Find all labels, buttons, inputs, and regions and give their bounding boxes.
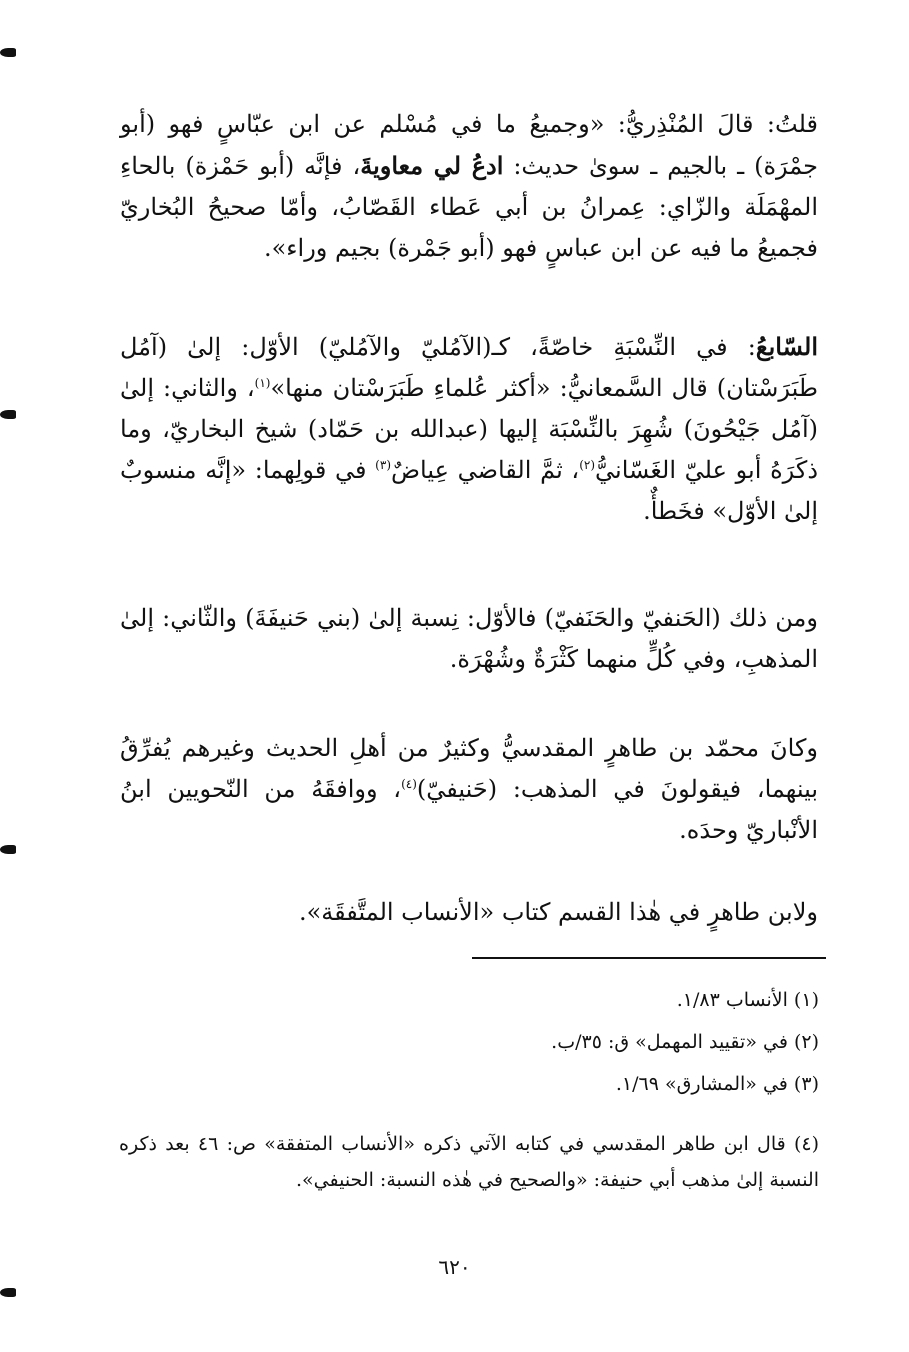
- footnote-ref-2[interactable]: (٢): [579, 458, 596, 472]
- paragraph-text: ومن ذلك (الحَنفيّ والحَنَفيّ) فالأوّل: نِسبة إلىٰ (بني حَنيفَةَ) والثّاني: إلىٰ المذهبِ، وفي كُلٍّ منهما كَثْرَةٌ وشُهْرَة.: [120, 604, 818, 673]
- paragraph-seventh-section: [120, 326, 818, 532]
- paragraph-text: في قولِهما: «إنَّه منسوبٌ إلىٰ الأوّل» فخَطأٌ.: [120, 456, 818, 525]
- paragraph-text: ، ووافقَهُ من النّحويين ابنُ الأنْباريّ وحدَه.: [120, 775, 818, 844]
- paragraph-text: ، فإنَّه (أبو حَمْزة) بالحاءِ المهْمَلَة والزّاي: عِمرانُ بن أبي عَطاء القَصّابُ، وأمّا صحيحُ البُخاريّ فجميعُ ما فيه عن ابن عباسٍ فهو (أبو جَمْرة) بجيم وراء».: [120, 152, 818, 262]
- page-number: ٦٢٠: [438, 1255, 471, 1279]
- footnote-ref-4[interactable]: (٤): [401, 777, 417, 791]
- footnote-separator: [472, 957, 826, 959]
- footnote-4: (٤) قال ابن طاهر المقدسي في كتابه الآتي ذكره «الأنساب المتفقة» ص: ٤٦ بعد ذكره النسبة إلىٰ مذهب أبي حنيفة: «والصحيح في هٰذه النسبة: الحنيفي».: [119, 1133, 820, 1191]
- paragraph-ibn-tahir: [120, 728, 818, 851]
- paragraph-text: ، والثاني: إلىٰ (آمُل جَيْحُونَ) شُهِرَ بالنِّسْبَة إليها (عبدالله بن حَمّاد) شيخ البخاريّ، وما ذكَرَهُ أبو عليّ الغَسّانيُّ: [120, 374, 818, 484]
- footnote-ref-3[interactable]: (٣): [375, 458, 391, 472]
- paragraph-text: وكانَ محمّد بن طاهرٍ المقدسيُّ وكثيرٌ من أهلِ الحديث وغيرهم يُفرِّقُ بينهما، فيقولونَ في المذهب: (حَنيفيّ): [120, 734, 818, 803]
- section-lead-word: السّابعُ: [755, 332, 818, 361]
- scan-edge-mark: [0, 845, 16, 854]
- scan-edge-mark: [0, 1288, 16, 1297]
- paragraph-text: قلتُ: قالَ المُنْذِريُّ: «وجميعُ ما في مُسْلم عن ابن عبّاسٍ فهو (أبو جمْرَة) ـ بالجيم ـ سوىٰ حديث:: [120, 110, 818, 180]
- scan-edge-mark: [0, 410, 16, 419]
- paragraph-hanafi: [120, 598, 818, 680]
- footnote-ref-1[interactable]: (١): [254, 376, 271, 390]
- scan-edge-mark: [0, 48, 16, 57]
- paragraph-text: : في النِّسْبَةِ خاصّةً، كـ(الآمُليّ والآمُليّ) الأوّل: إلىٰ (آمُل طَبَرَسْتان) قال السَّمعانيُّ: «أكثر عُلماءِ طَبَرَسْتان منها»: [120, 333, 818, 402]
- paragraph-text: ، ثمَّ القاضي عِياضٌ: [391, 456, 580, 484]
- paragraph-text: ولابن طاهرٍ في هٰذا القسم كتاب «الأنساب المتَّفقَة».: [298, 898, 818, 926]
- footnote-3: (٣) في «المشارق» ١/٦٩.: [615, 1073, 819, 1095]
- hadith-highlight: ادعُ لي معاويةَ: [360, 151, 504, 180]
- footnote-1: (١) الأنساب ١/٨٣.: [676, 989, 819, 1011]
- paragraph-ansab-book: [120, 892, 818, 933]
- paragraph-mundhiri-quote: [120, 104, 818, 269]
- footnote-2: (٢) في «تقييد المهمل» ق: ٣٥/ب.: [551, 1031, 819, 1053]
